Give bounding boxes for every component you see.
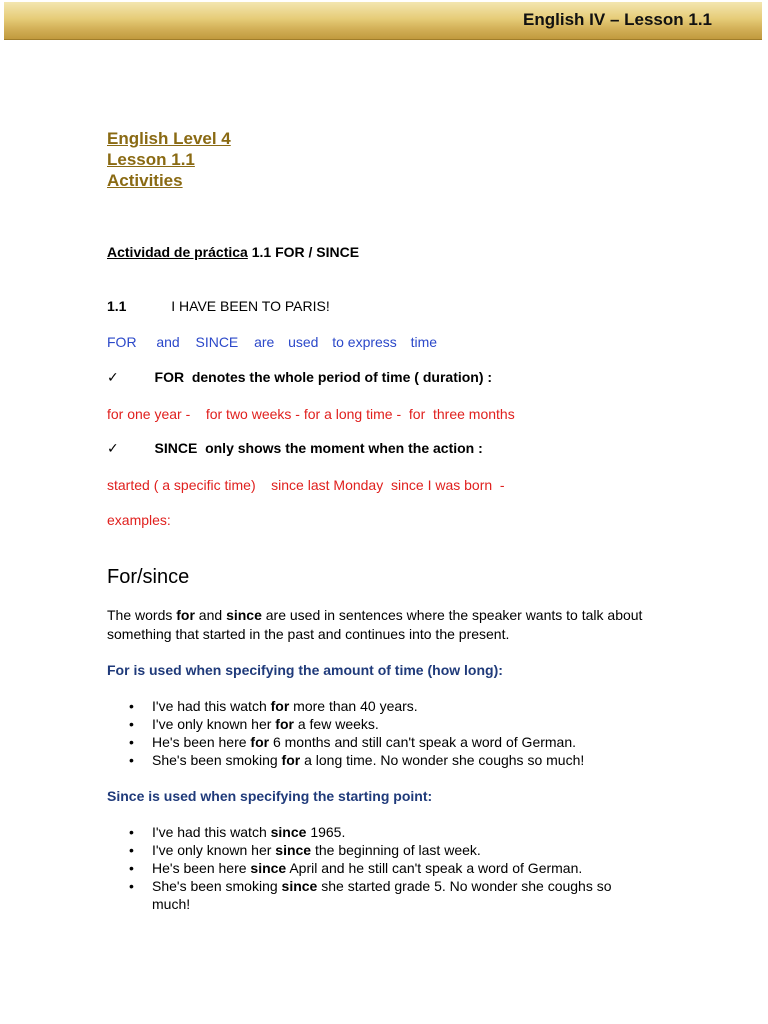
header-bar — [4, 2, 762, 40]
usage-word-for: FOR — [107, 334, 137, 350]
activity-title: 1.1 FOR / SINCE — [247, 244, 360, 260]
para-keyword-since: since — [226, 607, 262, 623]
for-section-heading: For is used when specifying the amount of time (how long): — [107, 662, 503, 678]
para-keyword-for: for — [176, 607, 195, 623]
item-keyword: for — [250, 734, 270, 750]
header-title: English IV – Lesson 1.1 — [523, 10, 712, 29]
for-rule — [107, 369, 492, 386]
list-item — [107, 751, 627, 769]
for-since-paragraph — [107, 606, 667, 644]
for-examples: for one year - for two weeks - for a long time - for three months — [107, 406, 515, 422]
item-text: I've only known her — [152, 716, 276, 732]
usage-word-time: time — [410, 334, 438, 350]
para-text-and: and — [194, 607, 227, 623]
activity-label: Actividad de práctica — [107, 244, 248, 260]
item-text: a long time. No wonder she coughs so much! — [300, 752, 585, 768]
list-item — [107, 859, 627, 877]
since-section-heading: Since is used when specifying the starting point: — [107, 788, 433, 804]
item-text: I've had this watch — [152, 824, 271, 840]
since-rule-text: SINCE only shows the moment when the action : — [154, 440, 483, 456]
item-keyword: for — [281, 752, 301, 768]
list-item — [107, 733, 627, 751]
for-since-usage-line — [107, 334, 437, 350]
item-keyword: for — [270, 698, 290, 714]
since-examples-list — [107, 823, 627, 913]
item-text: He's been here — [152, 734, 251, 750]
usage-word-since: SINCE — [195, 334, 239, 350]
checkmark-icon: ✓ — [107, 369, 119, 385]
for-since-heading: For/since — [107, 566, 190, 588]
intro-level: English Level 4 — [107, 129, 231, 148]
para-text-start: The words — [107, 607, 177, 623]
list-item — [107, 877, 627, 913]
para-text-end: are used in sentences where the speaker wants to talk about something that started in the past and continues into the present. — [107, 607, 643, 642]
item-text: the beginning of last week. — [311, 842, 481, 858]
usage-word-to-express: to express — [332, 334, 397, 350]
activity-heading — [107, 244, 359, 260]
list-item — [107, 823, 627, 841]
section-title: I HAVE BEEN TO PARIS! — [171, 298, 330, 314]
list-item — [107, 697, 627, 715]
usage-word-are: are — [254, 334, 275, 350]
list-item — [107, 715, 627, 733]
usage-word-and: and — [156, 334, 180, 350]
list-item — [107, 841, 627, 859]
item-text: 1965. — [306, 824, 346, 840]
section-heading — [107, 298, 330, 314]
item-text: I've only known her — [152, 842, 276, 858]
item-text: more than 40 years. — [289, 698, 418, 714]
usage-word-used: used — [288, 334, 319, 350]
item-keyword: since — [281, 878, 318, 894]
since-examples: started ( a specific time) since last Monday since I was born - — [107, 477, 505, 493]
intro-block — [107, 128, 231, 191]
item-text: She's been smoking — [152, 752, 282, 768]
item-text: a few weeks. — [293, 716, 379, 732]
item-text: She's been smoking — [152, 878, 282, 894]
checkmark-icon: ✓ — [107, 440, 119, 456]
intro-activities: Activities — [107, 171, 183, 190]
item-keyword: since — [250, 860, 287, 876]
for-rule-text: FOR denotes the whole period of time ( duration) : — [154, 369, 493, 385]
since-rule — [107, 440, 483, 457]
item-text: 6 months and still can't speak a word of German. — [269, 734, 577, 750]
item-text: she started grade 5. No wonder she coughs so much! — [152, 878, 612, 912]
item-keyword: since — [275, 842, 312, 858]
item-text: I've had this watch — [152, 698, 271, 714]
for-examples-list — [107, 697, 627, 769]
item-text: He's been here — [152, 860, 251, 876]
section-number: 1.1 — [107, 298, 127, 314]
item-text: April and he still can't speak a word of German. — [286, 860, 583, 876]
item-keyword: since — [270, 824, 307, 840]
item-keyword: for — [275, 716, 294, 732]
examples-label: examples: — [107, 512, 171, 528]
intro-lesson: Lesson 1.1 — [107, 150, 195, 169]
